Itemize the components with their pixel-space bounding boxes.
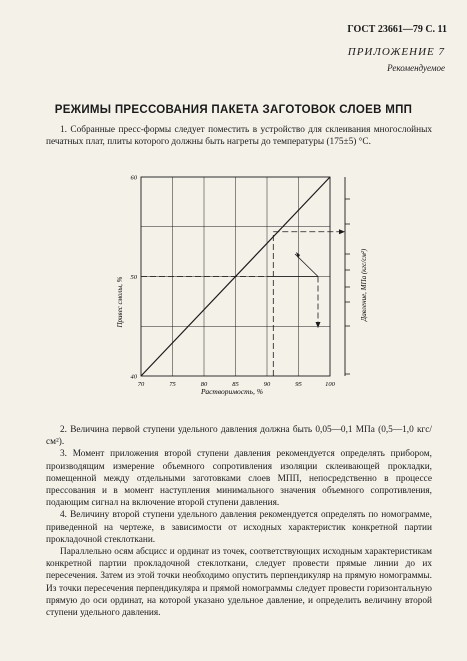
- x-tick-label: 80: [200, 381, 208, 388]
- x-axis-label: Растворимость, %: [201, 387, 263, 396]
- page-title: РЕЖИМЫ ПРЕССОВАНИЯ ПАКЕТА ЗАГОТОВОК СЛОЕВ МПП: [54, 104, 413, 116]
- paragraph-3: 3. Момент приложения второй ступени давления рекомендуется определять прибором, производящим измерение объемного сопротивления изоляции склеивающей прокладки, помещенной между отдельными заготовками слоев МПП, непосредственно в процессе прессования и в момент наступления минимального значения объемного сопротивления, подающим сигнал на включение второй ступени давления.: [46, 449, 432, 509]
- y-axis-label: Привес смолы, %: [116, 276, 124, 328]
- appendix-label: ПРИЛОЖЕНИЕ 7: [347, 46, 445, 58]
- y-tick-label: 40: [130, 373, 137, 381]
- paragraphs-2-5: [46, 424, 432, 619]
- right-axis-label: Давление, МПа (кгс/см²): [360, 248, 368, 322]
- paragraph-1-text: 1. Собранные пресс-формы следует поместить в устройство для склеивания многослойных печатных плат, плиты которого должны быть нагреты до температуры (175±5) °С.: [46, 125, 432, 148]
- arrow-right-icon: [339, 229, 345, 234]
- x-tick-label: 95: [295, 381, 302, 388]
- x-tick-label: 100: [325, 381, 335, 388]
- paragraph-4: 4. Величину второй ступени удельного давления рекомендуется определять по номограмме, приведенной на чертеже, в зависимости от исходных характеристик конкретной партии прокладочной стеклоткани.: [46, 510, 432, 545]
- x-tick-label: 85: [232, 381, 239, 388]
- arrow-down-icon: [316, 322, 321, 328]
- y-tick-label: 60: [130, 174, 137, 182]
- paragraph-2: 2. Величина первой ступени удельного давления должна быть 0,05—0,1 МПа (0,5—1,0 кгс/см²).: [46, 425, 432, 448]
- x-tick-label: 90: [263, 381, 271, 388]
- appendix-status: Рекомендуемое: [387, 63, 445, 73]
- y-tick-label: 50: [130, 274, 137, 281]
- paragraph-5: Параллельно осям абсцисс и ординат из точек, соответствующих исходным характеристикам конкретной партии прокладочной стеклоткани, следует провести прямые линии до их пересечения. Затем из этой точки необходимо опустить перпендикуляр на прямую номограммы. Из точки пересечения перпендикуляра и прямой номограммы следует провести горизонтальную прямую до оси ординат, на которой указано удельное давление, и определить величину второй ступени удельного давления.: [46, 547, 432, 619]
- x-tick-label: 75: [169, 381, 176, 388]
- arrow-diagonal-icon: [296, 252, 300, 258]
- x-tick-label: 70: [137, 381, 145, 388]
- standard-header: ГОСТ 23661—79 С. 11: [347, 24, 447, 35]
